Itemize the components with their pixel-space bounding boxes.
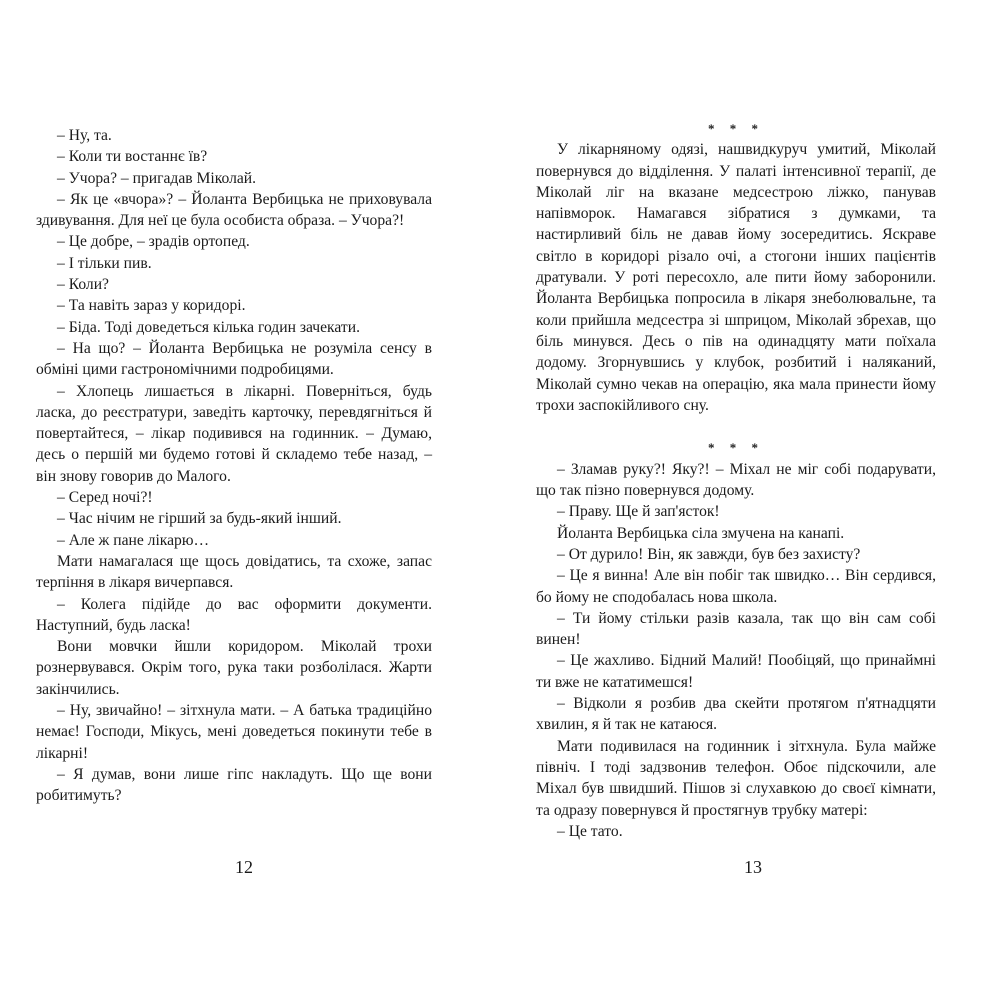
paragraph: – Хлопець лишається в лікарні. Поверніться, будь ласка, до реєстратури, заведіть карточку, перевдягніться й повертайтеся, – лікар подивився на годинник. – Думаю, десь о першій ми будемо готові й складемо тебе назад, – він знову говорив до Малого. <box>36 382 432 485</box>
paragraph: – Коли ти востаннє їв? <box>57 148 208 166</box>
paragraph: – Та навіть зараз у коридорі. <box>57 297 246 315</box>
section-gap <box>536 416 936 437</box>
paragraph: – Відколи я розбив два скейти протягом п'ятнадцяти хвилин, я й так не катаюся. <box>536 695 936 734</box>
paragraph: – Це добре, – зрадів ортопед. <box>57 233 250 251</box>
paragraph: – Але ж пане лікарю… <box>57 531 210 549</box>
paragraph: – Як це «вчора»? – Йоланта Вербицька не приховувала здивування. Для неї це була особиста образа. – Учора?! <box>36 190 432 230</box>
paragraph: – Біда. Тоді доведеться кілька годин зачекати. <box>57 318 360 336</box>
paragraph: – Серед ночі?! <box>57 489 153 507</box>
paragraph: Йоланта Вербицька сіла змучена на канапі. <box>557 524 845 542</box>
left-page-text <box>36 125 432 807</box>
paragraph: – Це жахливо. Бідний Малий! Пообіцяй, що принаймні ти вже не кататимешся! <box>536 652 936 691</box>
paragraph: – Колега підійде до вас оформити документи. Наступний, будь ласка! <box>36 595 432 634</box>
section-separator: * * * <box>708 440 764 456</box>
paragraph: – Ти йому стільки разів казала, так що він сам собі винен! <box>536 609 936 649</box>
paragraph: – Зламав руку?! Яку?! – Міхал не міг собі подарувати, що так пізно повернувся додому. <box>536 460 936 500</box>
paragraph: – Я думав, вони лише гіпс накладуть. Що ще вони робитимуть? <box>36 765 432 805</box>
right-page-text <box>536 118 936 842</box>
paragraph: – Ну, звичайно! – зітхнула мати. – А батька традиційно немає! Господи, Мікусь, мені доведеться покинути тебе в лікарні! <box>36 702 432 762</box>
paragraph: Мати намагалася ще щось довідатись, та схоже, запас терпіння в лікаря вичерпався. <box>36 552 432 592</box>
paragraph: – Коли? <box>57 276 109 294</box>
paragraph: – Праву. Ще й зап'ясток! <box>557 503 720 521</box>
paragraph: – Це я винна! Але він побіг так швидко… Він сердився, бо йому не сподобалась нова школа. <box>536 567 936 606</box>
paragraph: – На що? – Йоланта Вербицька не розуміла сенсу в обміні цими гастрономічними подробицями. <box>36 339 432 379</box>
paragraph: – І тільки пив. <box>57 254 152 272</box>
paragraph: У лікарняному одязі, нашвидкуруч умитий, Міколай повернувся до відділення. У палаті інтенсивної терапії, де Міколай ліг на вказане медсестрою ліжко, панував напівморок. Намагався зібратися з думками, та настирливий біль не давав йому зосередитись. Яскраве світло в коридорі різало очі, а стогони інших пацієнтів дратували. У роті пересохло, але пити йому заборонили. Йоланта Вербицька попросила в лікаря знеболювальне, та коли прийшла медсестра зі шприцом, Міколай збрехав, що біль минувся. Десь о пів на одинадцяту мати поїхала додому. Згорнувшись у клубок, розбитий і наляканий, Міколай сумно чекав на операцію, яка мала принести йому трохи заспокійливого сну. <box>536 141 936 414</box>
section-separator: * * * <box>708 121 764 136</box>
page-number-left: 12 <box>235 857 253 877</box>
paragraph: – Час нічим не гірший за будь-який інший. <box>57 510 342 528</box>
paragraph: – От дурило! Він, як завжди, був без захисту? <box>557 545 861 563</box>
paragraph: – Учора? – пригадав Міколай. <box>57 169 257 187</box>
page-number-right: 13 <box>744 857 762 877</box>
paragraph: Вони мовчки йшли коридором. Міколай трохи рознервувався. Окрім того, рука таки розболілася. Жарти закінчились. <box>36 638 432 698</box>
paragraph: Мати подивилася на годинник і зітхнула. Була майже північ. І тоді задзвонив телефон. Обоє підскочили, але Міхал був швидший. Пішов зі слухавкою до своєї кімнати, та одразу повернувся й простягнув трубку матері: <box>536 737 936 819</box>
paragraph: – Ну, та. <box>57 127 112 144</box>
paragraph: – Це тато. <box>557 822 623 840</box>
